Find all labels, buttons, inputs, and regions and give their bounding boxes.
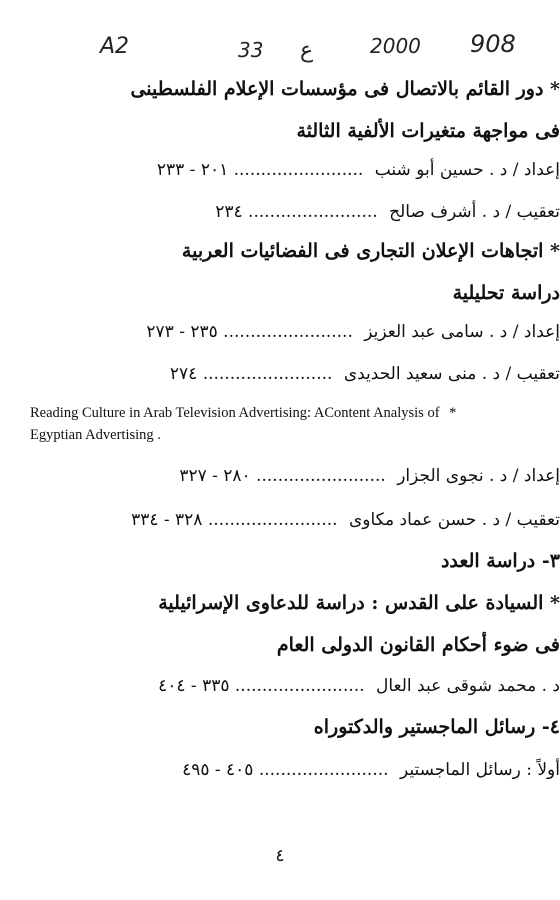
page-number: ٤ <box>275 846 285 866</box>
entry-role: أولاً : <box>526 760 560 780</box>
section-3-heading-3: فى ضوء أحكام القانون الدولى العام <box>276 634 560 656</box>
section-3-heading-2: * السيادة على القدس : دراسة للدعاوى الإسرائيلية <box>158 592 560 614</box>
entry-pages: ..... ٢٣٤ <box>215 202 378 222</box>
entry-name: أشرف صالح <box>389 202 477 222</box>
star-marker: * <box>449 405 457 421</box>
entry-pages: ..... ٤٠٥ - ٤٩٥ <box>182 760 388 780</box>
entry-name: سامى عبد العزيز <box>364 322 484 342</box>
entry-name: منى سعيد الحديدى <box>343 364 477 384</box>
entry-row <box>0 510 560 530</box>
section-3-heading-1: ٣- دراسة العدد <box>440 550 560 572</box>
entry-row <box>0 676 560 696</box>
english-title-text-1: Reading Culture in Arab Television Advertising: AContent Analysis of <box>30 405 440 421</box>
handwritten-letter: ع <box>300 38 314 63</box>
handwritten-year: 2000 <box>370 34 421 58</box>
entry-role: د . <box>541 676 560 696</box>
entry-pages: ..... ٢٠١ - ٢٣٣ <box>157 160 363 180</box>
english-title-line-1 <box>30 402 540 424</box>
handwritten-number: 33 <box>238 38 264 62</box>
entry-name: حسن عماد مكاوى <box>348 510 477 530</box>
entry-name: محمد شوقى عبد العال <box>376 676 537 696</box>
section-2-heading-1: * اتجاهات الإعلان التجارى فى الفضائيات العربية <box>181 240 560 262</box>
entry-pages: ..... ٢٨٠ - ٣٢٧ <box>179 466 385 486</box>
entry-row <box>0 364 560 384</box>
handwritten-code: A2 <box>100 34 130 59</box>
entry-pages: ..... ٢٧٤ <box>170 364 333 384</box>
entry-pages: ..... ٣٣٥ - ٤٠٤ <box>158 676 364 696</box>
entry-row <box>0 202 560 222</box>
entry-pages: ..... ٢٣٥ - ٢٧٣ <box>146 322 352 342</box>
section-1-heading-1: * دور القائم بالاتصال فى مؤسسات الإعلام الفلسطينى <box>130 78 560 100</box>
english-title-line-2: Egyptian Advertising . <box>30 427 161 443</box>
entry-name: حسين أبو شنب <box>374 160 484 180</box>
entry-name: رسائل الماجستير <box>399 760 521 780</box>
entry-role: إعداد / د . <box>489 322 560 342</box>
entry-row <box>0 160 560 180</box>
entry-row <box>0 466 560 486</box>
entry-role: إعداد / د . <box>489 160 560 180</box>
entry-pages: ..... ٣٢٨ - ٣٣٤ <box>131 510 337 530</box>
section-2-heading-2: دراسة تحليلية <box>452 282 560 304</box>
entry-role: تعقيب / د . <box>481 364 560 384</box>
handwritten-id: 908 <box>470 30 516 58</box>
section-1-heading-2: فى مواجهة متغيرات الألفية الثالثة <box>296 120 560 142</box>
entry-role: إعداد / د . <box>489 466 560 486</box>
section-4-heading-1: ٤- رسائل الماجستير والدكتوراه <box>313 716 560 738</box>
entry-row <box>0 322 560 342</box>
entry-role: تعقيب / د . <box>481 510 560 530</box>
entry-name: نجوى الجزار <box>397 466 484 486</box>
english-title <box>30 402 540 446</box>
entry-role: تعقيب / د . <box>481 202 560 222</box>
entry-row <box>0 760 560 780</box>
